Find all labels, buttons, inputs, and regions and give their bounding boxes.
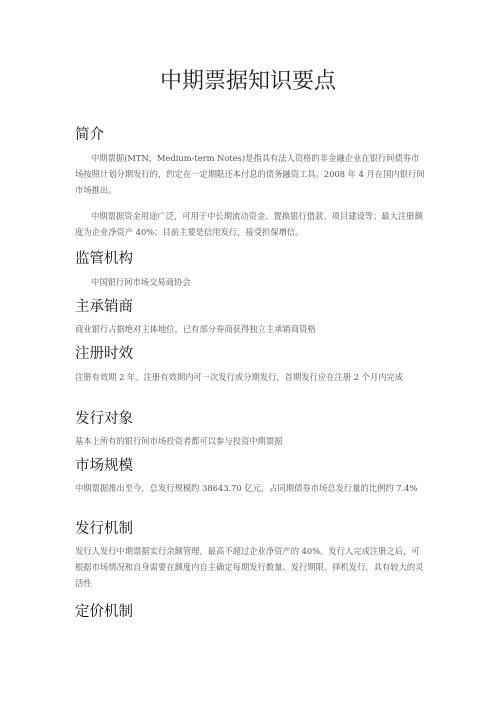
section-heading-registration: 注册时效 [75, 346, 133, 362]
section-heading-underwriter: 主承销商 [75, 299, 133, 315]
paragraph-text: 中期票据推出至今，总发行规模约 38643.70 亿元，占同期债券市场总发行量的比例约 7.4% [75, 483, 418, 493]
paragraph-text: 中期票据资金用途广泛，可用于中长期流动资金、置换银行借款、项目建设等；最大注册额度为企业净资产 40%；目前主要是信用发行，接受担保增信。 [75, 211, 423, 237]
paragraph-registration [75, 369, 425, 385]
paragraph-intro-1 [75, 150, 425, 198]
paragraph-investors [75, 433, 425, 449]
paragraph-text: 注册有效期 2 年。注册有效期内可一次发行或分期发行，首期发行应在注册 2 个月内完成 [75, 372, 404, 382]
section-heading-issuance: 发行机制 [75, 521, 133, 537]
section-heading-investors: 发行对象 [75, 411, 133, 427]
section-heading-pricing: 定价机制 [75, 604, 133, 620]
paragraph-regulator [75, 274, 425, 290]
paragraph-text: 基本上所有的银行间市场投资者都可以参与投资中期票据 [75, 436, 283, 446]
paragraph-text: 发行人发行中期票据实行余额管理，最高不超过企业净资产的 40%。发行人完成注册之后，可根据市场情况和自身需要在额度内自主确定每期发行数量、发行期限、择机发行，具有较大的灵活性 [75, 546, 424, 588]
paragraph-text: 中国银行间市场交易商协会 [91, 277, 191, 287]
paragraph-underwriter [75, 321, 425, 337]
section-heading-regulator: 监管机构 [75, 251, 133, 267]
paragraph-market-size [75, 480, 425, 496]
paragraph-intro-2 [75, 208, 425, 240]
section-heading-intro: 简介 [75, 127, 104, 143]
document-title: 中期票据知识要点 [159, 69, 336, 94]
paragraph-text: 中期票据(MTN，Medium-term Notes)是指具有法人资格的非金融企业在银行间债券市场按照计划分期发行的，约定在一定期限还本付息的债务融资工具。2008 年 4 月在国内银行间市场推出。 [75, 153, 425, 195]
paragraph-text: 商业银行占据绝对主体地位，已有部分券商获得独立主承销商资格 [75, 324, 316, 334]
paragraph-issuance [75, 543, 425, 591]
section-heading-market-size: 市场规模 [75, 458, 133, 474]
